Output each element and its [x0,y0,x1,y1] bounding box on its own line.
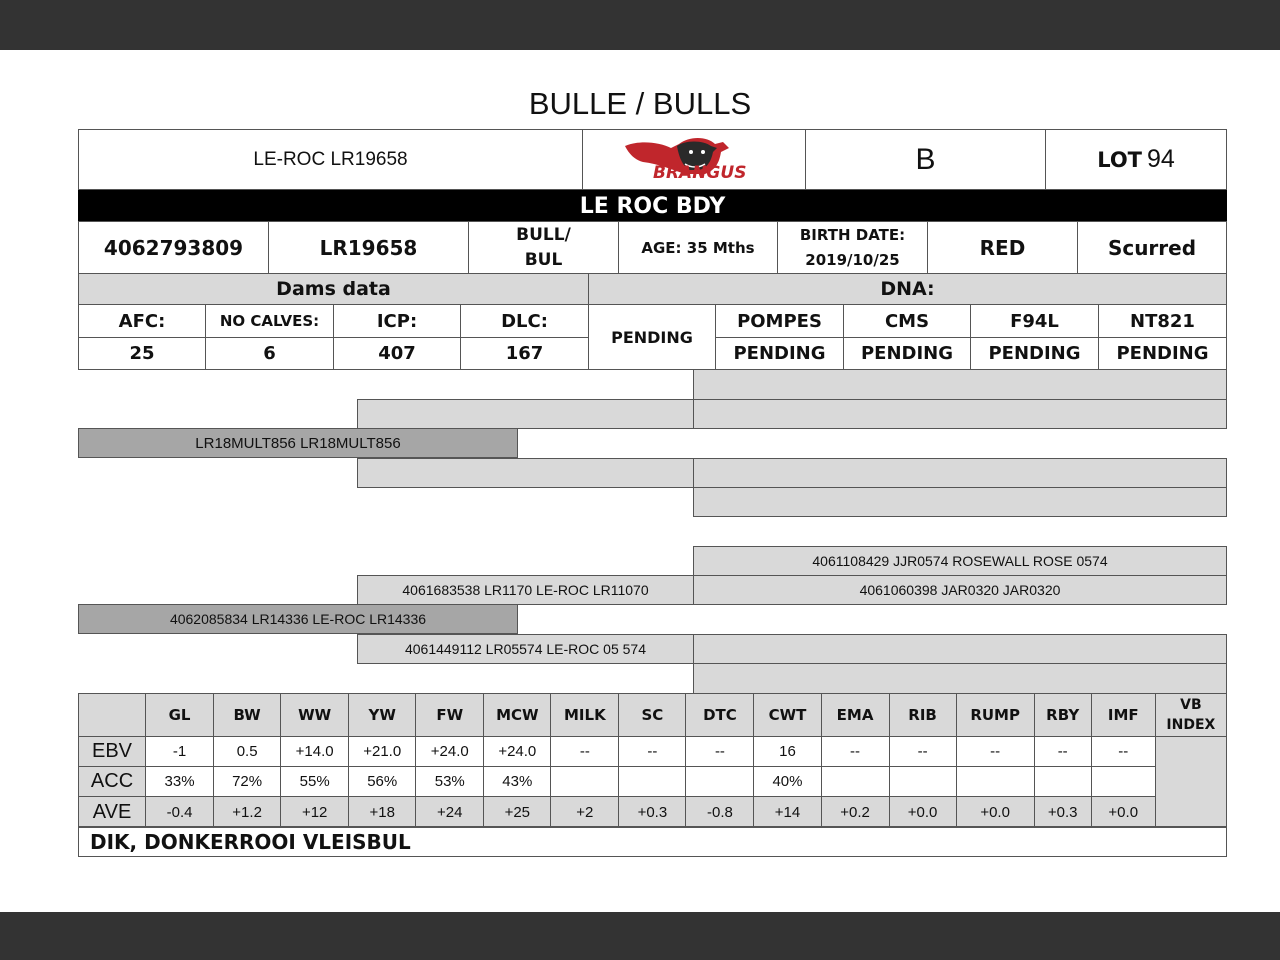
pedigree-dam: 4062085834 LR14336 LE-ROC LR14336 [78,604,518,634]
lot-label: LOT [1097,147,1142,172]
acc-sc [619,767,686,797]
dna-value-f94l: PENDING [970,337,1099,370]
ebv-fw: +24.0 [416,737,484,767]
ebv-mcw: +24.0 [484,737,551,767]
ave-ww: +12 [281,797,349,828]
trait-header-sc: SC [619,694,686,737]
pedigree-sire-dam-dam [693,487,1227,517]
traits-corner-cell [79,694,146,737]
pedigree-sire-dam-sire [693,458,1227,488]
ebv-gl: -1 [146,737,214,767]
ave-dtc: -0.8 [686,797,754,828]
age-cell: AGE: 35 Mths [618,221,778,274]
ebv-bw: 0.5 [214,737,281,767]
dams-header-afc: AFC: [78,304,206,338]
vb-index-line-1: VB [1180,697,1202,713]
dna-title: DNA: [588,273,1227,305]
pedigree-sire-dam [357,458,694,488]
sex-cell [468,221,619,274]
trait-header-fw: FW [416,694,484,737]
top-frame-bar [0,0,1280,50]
acc-mcw: 43% [484,767,551,797]
ave-sc: +0.3 [619,797,686,828]
page-title: BULLE / BULLS [528,86,752,121]
animal-title-band: LE ROC BDY [78,190,1227,222]
dams-value-icp: 407 [333,337,461,370]
trait-header-milk: MILK [551,694,619,737]
ebv-rby: -- [1034,737,1091,767]
trait-header-yw: YW [349,694,416,737]
ave-ema: +0.2 [821,797,889,828]
vb-index-value [1155,737,1226,828]
trait-header-cwt: CWT [754,694,821,737]
ave-imf: +0.0 [1091,797,1155,828]
trait-header-imf: IMF [1091,694,1155,737]
id-number: 4062793809 [78,221,269,274]
remarks: DIK, DONKERROOI VLEISBUL [78,826,1227,857]
tag-number: LR19658 [268,221,469,274]
acc-ema [821,767,889,797]
traits-row-acc [79,767,1227,797]
acc-rump [956,767,1034,797]
ebv-dtc: -- [686,737,754,767]
ebv-sc: -- [619,737,686,767]
pedigree-sire-sire-sire [693,369,1227,400]
ebv-imf: -- [1091,737,1155,767]
trait-header-rump: RUMP [956,694,1034,737]
bottom-frame-bar [0,912,1280,960]
ave-rby: +0.3 [1034,797,1091,828]
ave-cwt: +14 [754,797,821,828]
acc-dtc [686,767,754,797]
ebv-rib: -- [889,737,956,767]
traits-table [78,693,1227,828]
ebv-yw: +21.0 [349,737,416,767]
pedigree-dam-dam-sire [693,634,1227,664]
horn-status-cell: Scurred [1077,221,1227,274]
acc-rby [1034,767,1091,797]
ebv-milk: -- [551,737,619,767]
trait-header-rib: RIB [889,694,956,737]
dna-header-nt821: NT821 [1098,304,1227,338]
dna-header-f94l: F94L [970,304,1099,338]
dams-value-dlc: 167 [460,337,589,370]
ebv-rump: -- [956,737,1034,767]
pedigree-dam-sire-sire: 4061108429 JJR0574 ROSEWALL ROSE 0574 [693,546,1227,576]
sex-line-2: BUL [524,249,563,270]
ave-fw: +24 [416,797,484,828]
pedigree-dam-sire-dam: 4061060398 JAR0320 JAR0320 [693,575,1227,605]
dna-value-cms: PENDING [843,337,971,370]
acc-ww: 55% [281,767,349,797]
trait-header-ema: EMA [821,694,889,737]
pedigree-dam-dam: 4061449112 LR05574 LE-ROC 05 574 [357,634,694,664]
dna-value-pompes: PENDING [715,337,844,370]
pedigree-sire-sire-dam [693,399,1227,429]
trait-header-ww: WW [281,694,349,737]
ebv-ww: +14.0 [281,737,349,767]
dams-header-calves: NO CALVES: [205,304,334,338]
traits-header-row [79,694,1227,737]
ebv-cwt: 16 [754,737,821,767]
acc-milk [551,767,619,797]
ave-mcw: +25 [484,797,551,828]
logo-text: BRANGUS [653,163,747,183]
lot-box [1045,129,1227,190]
birth-date-label: BIRTH DATE: [799,225,906,244]
animal-name: LE-ROC LR19658 [78,129,583,190]
sex-line-1: BULL/ [516,224,571,245]
birth-date-cell [777,221,928,274]
row-label-ave: AVE [79,797,146,828]
lot-number: 94 [1147,145,1175,173]
trait-header-mcw: MCW [484,694,551,737]
acc-yw: 56% [349,767,416,797]
trait-header-bw: BW [214,694,281,737]
dams-header-dlc: DLC: [460,304,589,338]
dna-header-pompes: POMPES [715,304,844,338]
dams-value-afc: 25 [78,337,206,370]
ave-rump: +0.0 [956,797,1034,828]
acc-rib [889,767,956,797]
acc-bw: 72% [214,767,281,797]
dams-header-icp: ICP: [333,304,461,338]
traits-row-ebv [79,737,1227,767]
dna-header-cms: CMS [843,304,971,338]
dams-title: Dams data [78,273,589,305]
acc-gl: 33% [146,767,214,797]
row-label-acc: ACC [79,767,146,797]
row-label-ebv: EBV [79,737,146,767]
ave-gl: -0.4 [146,797,214,828]
pedigree-dam-dam-dam [693,663,1227,694]
acc-imf [1091,767,1155,797]
grade-letter: B [805,129,1046,190]
vb-index-line-2: INDEX [1166,717,1216,733]
trait-header-gl: GL [146,694,214,737]
acc-cwt: 40% [754,767,821,797]
ave-bw: +1.2 [214,797,281,828]
dams-value-calves: 6 [205,337,334,370]
ave-milk: +2 [551,797,619,828]
ave-rib: +0.0 [889,797,956,828]
traits-row-ave [79,797,1227,828]
birth-date-value: 2019/10/25 [805,250,900,269]
dna-parent-status: PENDING [588,304,716,370]
brangus-logo [582,129,806,190]
ave-yw: +18 [349,797,416,828]
colour-cell: RED [927,221,1078,274]
pedigree-sire-sire [357,399,694,429]
acc-fw: 53% [416,767,484,797]
trait-header-dtc: DTC [686,694,754,737]
pedigree-sire: LR18MULT856 LR18MULT856 [78,428,518,458]
trait-header-rby: RBY [1034,694,1091,737]
ebv-ema: -- [821,737,889,767]
trait-header-vb-index [1155,694,1226,737]
dna-value-nt821: PENDING [1098,337,1227,370]
pedigree-dam-sire: 4061683538 LR1170 LE-ROC LR11070 [357,575,694,605]
